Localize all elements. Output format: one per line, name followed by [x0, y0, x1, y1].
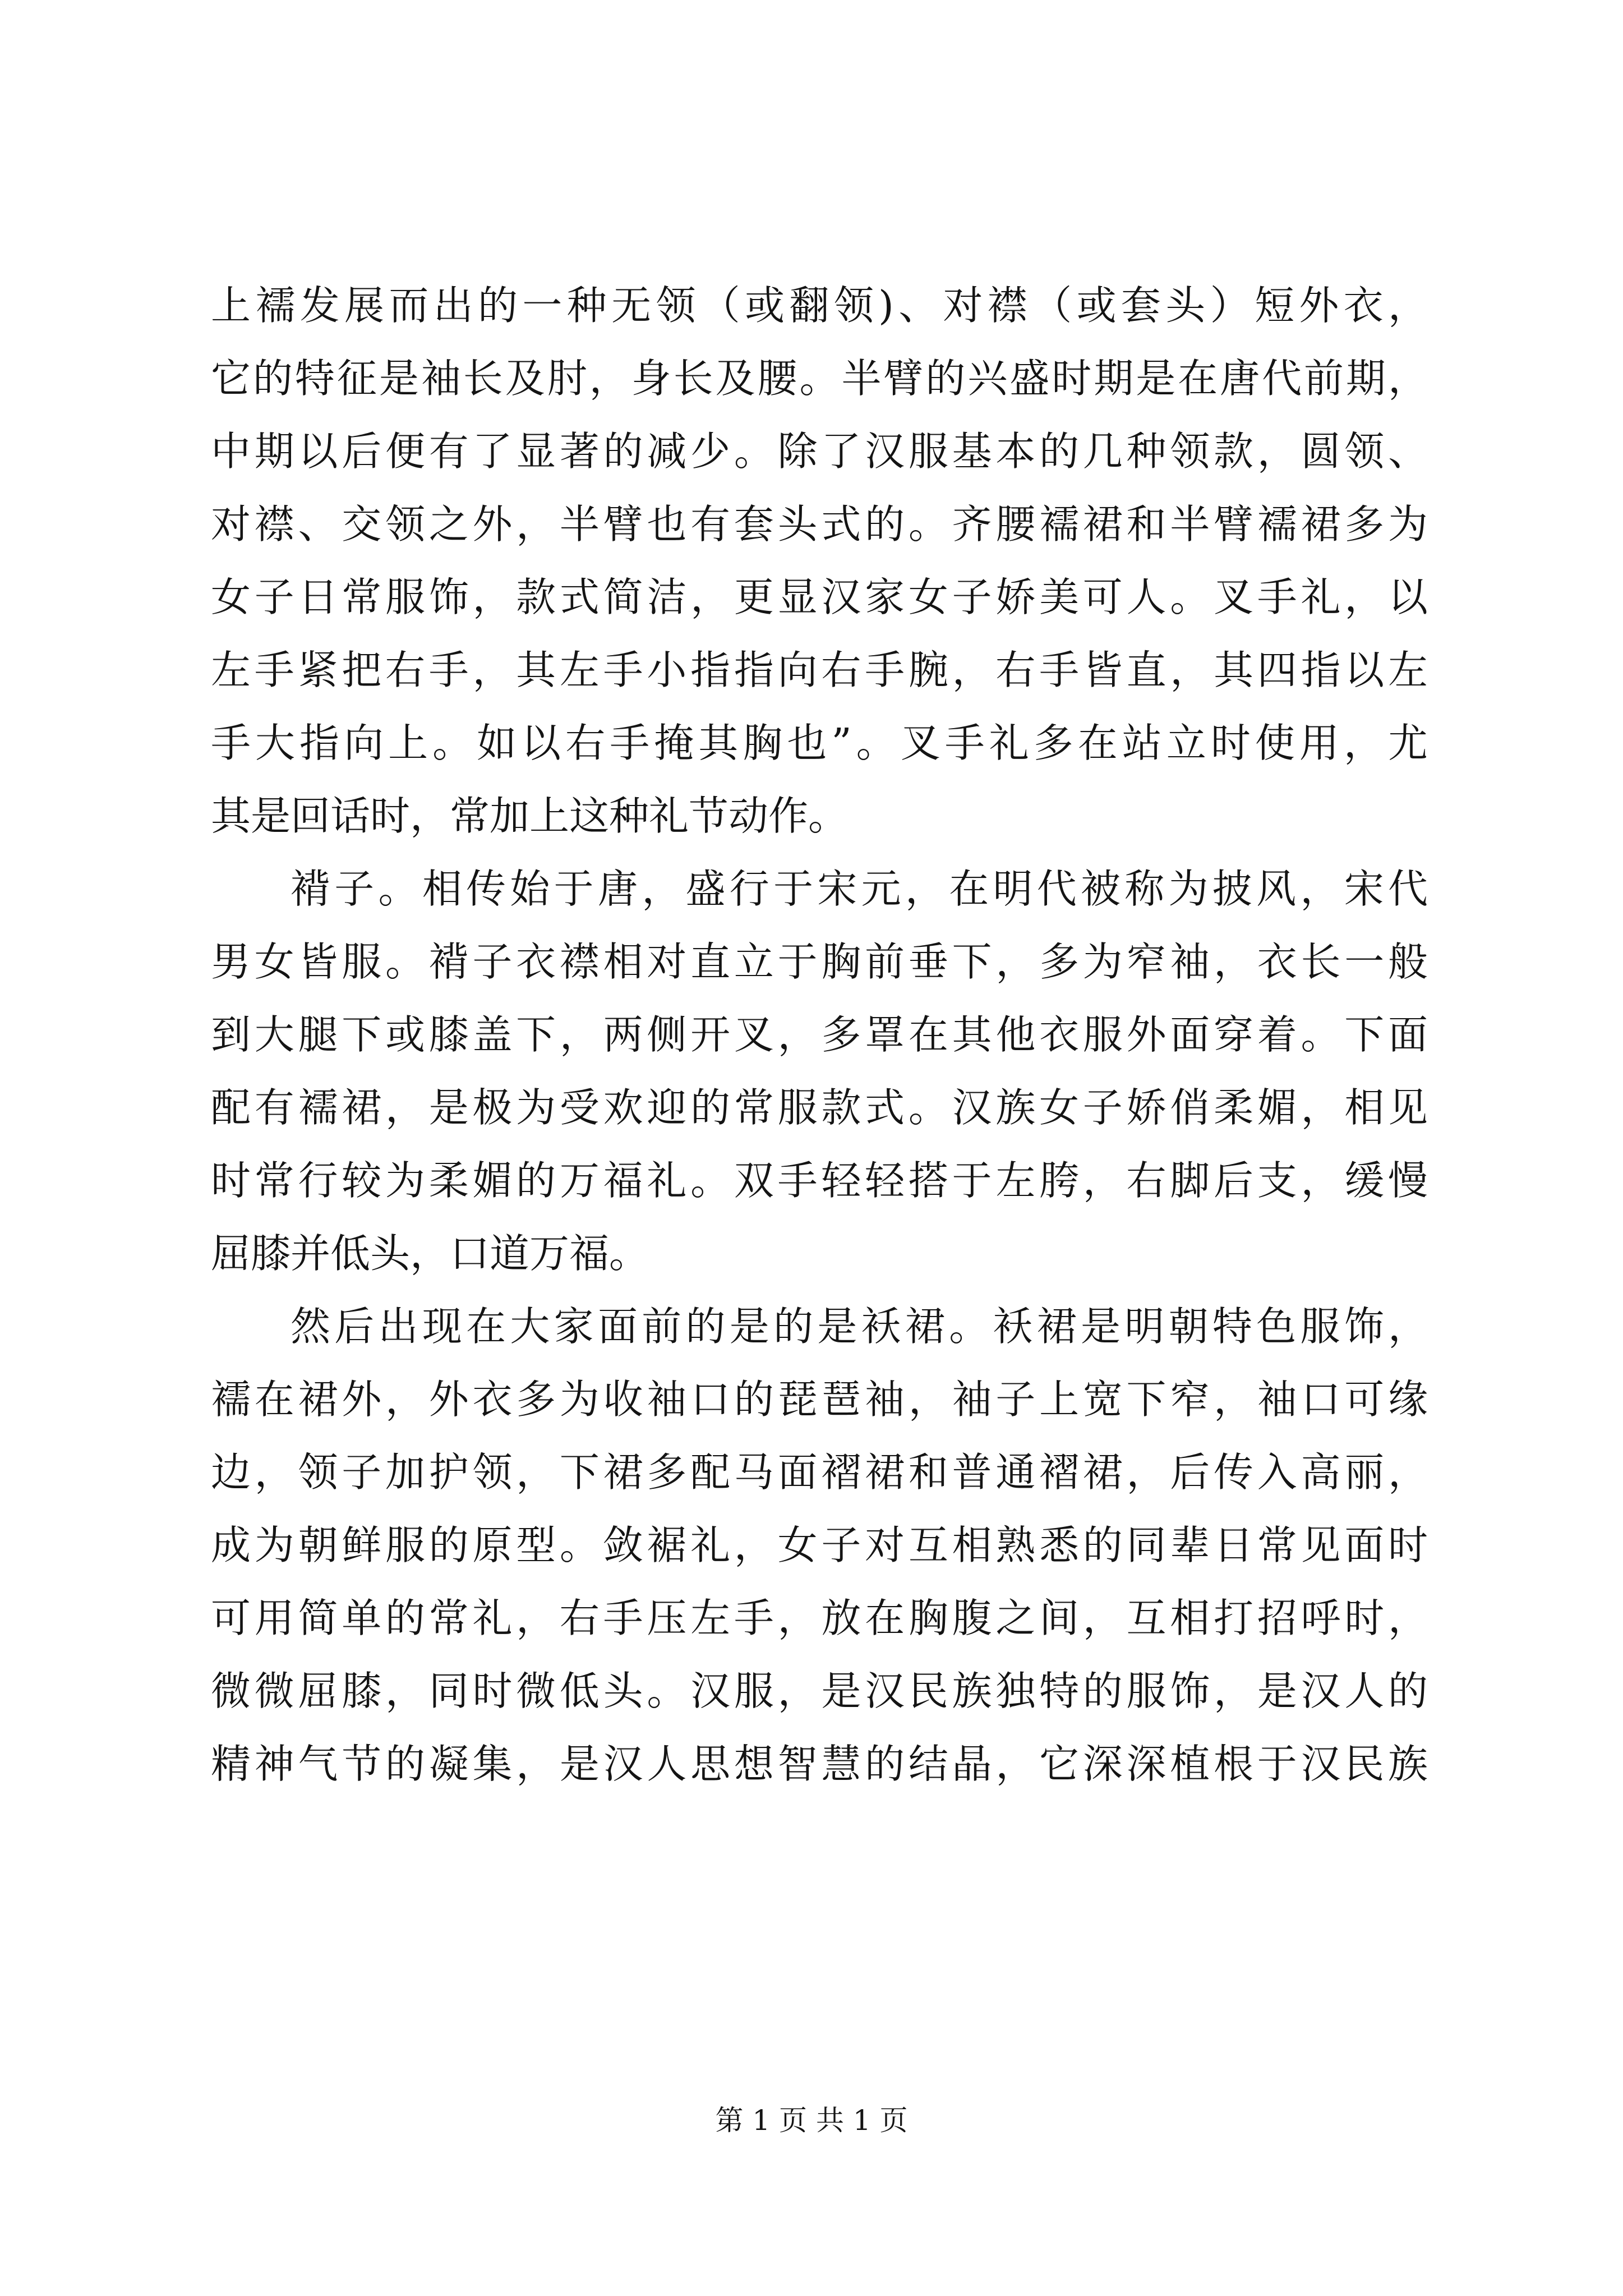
document-body	[211, 269, 1428, 1801]
text-line: 其是回话时，常加上这种礼节动作。	[211, 793, 849, 839]
text-line: 褙子。相传始于唐，盛行于宋元，在明代被称为披风，宋代	[291, 866, 1428, 912]
page-footer: 第 1 页 共 1 页	[715, 2104, 908, 2137]
paragraph	[211, 1290, 1428, 1801]
text-line: 然后出现在大家面前的是的是袄裙。袄裙是明朝特色服饰，	[291, 1303, 1428, 1350]
text-line: 上襦发展而出的一种无领（或翻领)、对襟（或套头）短外衣，	[211, 282, 1428, 329]
text-line: 手大指向上。如以右手掩其胸也”。叉手礼多在站立时使用，尤	[211, 720, 1428, 766]
text-line: 微微屈膝，同时微低头。汉服，是汉民族独特的服饰，是汉人的	[211, 1668, 1428, 1714]
text-line: 到大腿下或膝盖下，两侧开叉，多罩在其他衣服外面穿着。下面	[211, 1011, 1428, 1058]
paragraph	[211, 853, 1428, 1290]
text-line: 精神气节的凝集，是汉人思想智慧的结晶，它深深植根于汉民族	[211, 1741, 1428, 1787]
text-line: 它的特征是袖长及肘，身长及腰。半臂的兴盛时期是在唐代前期，	[211, 355, 1428, 402]
text-line: 配有襦裙，是极为受欢迎的常服款式。汉族女子娇俏柔媚，相见	[211, 1084, 1428, 1131]
text-line: 可用简单的常礼，右手压左手，放在胸腹之间，互相打招呼时，	[211, 1595, 1428, 1641]
text-line: 左手紧把右手，其左手小指指向右手腕，右手皆直，其四指以左	[211, 647, 1428, 693]
text-line: 屈膝并低头，口道万福。	[211, 1230, 649, 1277]
text-line: 时常行较为柔媚的万福礼。双手轻轻搭于左胯，右脚后支，缓慢	[211, 1157, 1428, 1204]
text-line: 中期以后便有了显著的减少。除了汉服基本的几种领款，圆领、	[211, 428, 1428, 475]
text-line: 成为朝鲜服的原型。敛裾礼，女子对互相熟悉的同辈日常见面时	[211, 1522, 1428, 1568]
paragraph	[211, 269, 1428, 853]
text-line: 襦在裙外，外衣多为收袖口的琵琶袖，袖子上宽下窄，袖口可缘	[211, 1376, 1428, 1423]
text-line: 边，领子加护领，下裙多配马面褶裙和普通褶裙，后传入高丽，	[211, 1449, 1428, 1496]
text-line: 男女皆服。褙子衣襟相对直立于胸前垂下，多为窄袖，衣长一般	[211, 938, 1428, 985]
text-line: 对襟、交领之外，半臂也有套头式的。齐腰襦裙和半臂襦裙多为	[211, 501, 1428, 547]
text-line: 女子日常服饰，款式简洁，更显汉家女子娇美可人。叉手礼，以	[211, 574, 1428, 620]
